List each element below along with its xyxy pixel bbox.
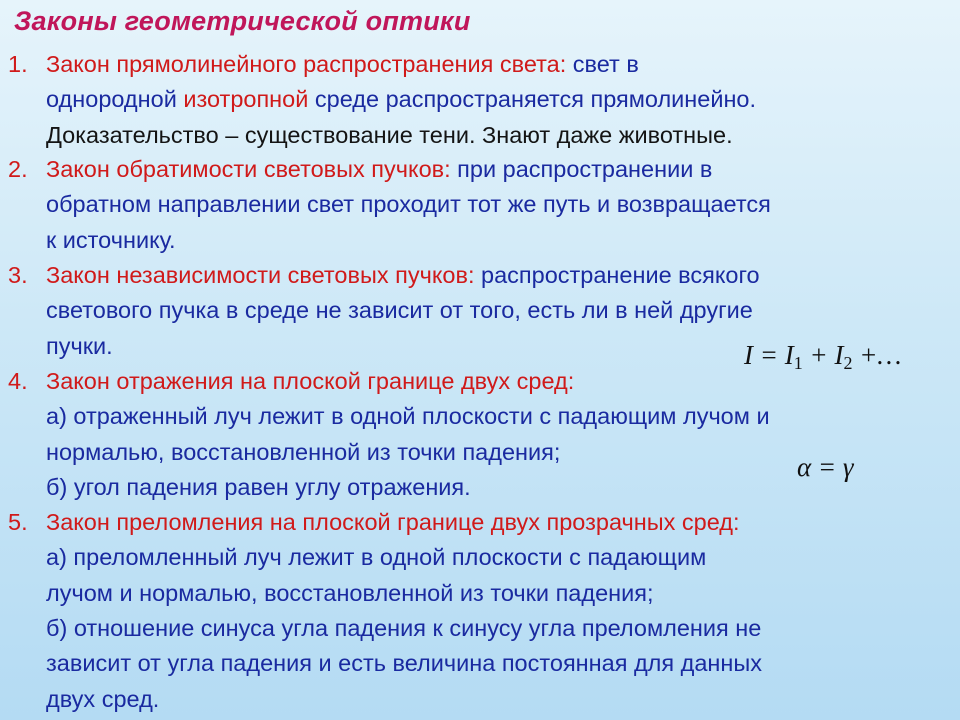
formula-sub-2: 2 xyxy=(843,353,853,373)
law-2-line-3: к источнику. xyxy=(46,226,176,253)
formula-plus: + I xyxy=(802,340,844,370)
law-2-line-1 xyxy=(46,152,712,187)
law-2-name: Закон обратимости световых пучков: xyxy=(46,156,451,182)
law-1-isotropic: изотропной xyxy=(183,86,309,113)
law-4-line-4: б) угол падения равен углу отражения. xyxy=(46,473,471,500)
law-3-text-1: распространение всякого xyxy=(474,262,760,288)
law-5-line-6: двух сред. xyxy=(46,685,160,712)
law-3-number: 3. xyxy=(8,262,28,288)
law-5-line-2: а) преломленный луч лежит в одной плоскости с падающим xyxy=(46,544,707,571)
law-2-number: 2. xyxy=(8,156,28,182)
law-4-number: 4. xyxy=(8,368,28,394)
law-1-text-1: свет в xyxy=(566,51,639,77)
law-5-line-5: зависит от угла падения и есть величина постоянная для данных xyxy=(46,650,763,677)
law-1-line-3: Доказательство – существование тени. Знают даже животные. xyxy=(46,121,733,148)
law-1-name: Закон прямолинейного распространения света: xyxy=(46,51,567,77)
law-1-number: 1. xyxy=(8,51,28,77)
law-5-number: 5. xyxy=(8,509,28,535)
law-4-line-3: нормалью, восстановленной из точки падения; xyxy=(46,438,561,465)
law-5-name: Закон преломления на плоской границе двух прозрачных сред: xyxy=(46,509,740,535)
page-title: Законы геометрической оптики xyxy=(14,6,471,36)
law-3-line-1 xyxy=(46,258,760,293)
law-1-line-1 xyxy=(46,47,639,82)
law-5-line-4: б) отношение синуса угла падения к синусу угла преломления не xyxy=(46,614,762,641)
intensity-sum-formula xyxy=(744,340,901,374)
law-1-text-2c: среде распространяется прямолинейно. xyxy=(308,86,757,113)
law-1-line-2 xyxy=(46,82,756,117)
formula-tail: +… xyxy=(852,340,902,370)
law-1-text-2a: однородной xyxy=(46,86,184,113)
law-3-name: Закон независимости световых пучков: xyxy=(46,262,475,288)
law-4-name: Закон отражения на плоской границе двух сред: xyxy=(46,368,575,394)
reflection-formula: α = γ xyxy=(797,452,854,482)
law-3-line-2: светового пучка в среде не зависит от того, есть ли в ней другие xyxy=(46,297,753,324)
law-5-line-3: лучом и нормалью, восстановленной из точки падения; xyxy=(46,579,654,606)
law-4-line-2: а) отраженный луч лежит в одной плоскости с падающим лучом и xyxy=(46,403,770,430)
law-2-text-1: при распространении в xyxy=(450,156,713,182)
law-2-line-2: обратном направлении свет проходит тот же путь и возвращается xyxy=(46,191,771,218)
law-3-line-3: пучки. xyxy=(46,332,113,359)
formula-eq: = I xyxy=(753,340,794,370)
formula-sub-1: 1 xyxy=(793,353,803,373)
formula-i: I xyxy=(744,340,753,370)
